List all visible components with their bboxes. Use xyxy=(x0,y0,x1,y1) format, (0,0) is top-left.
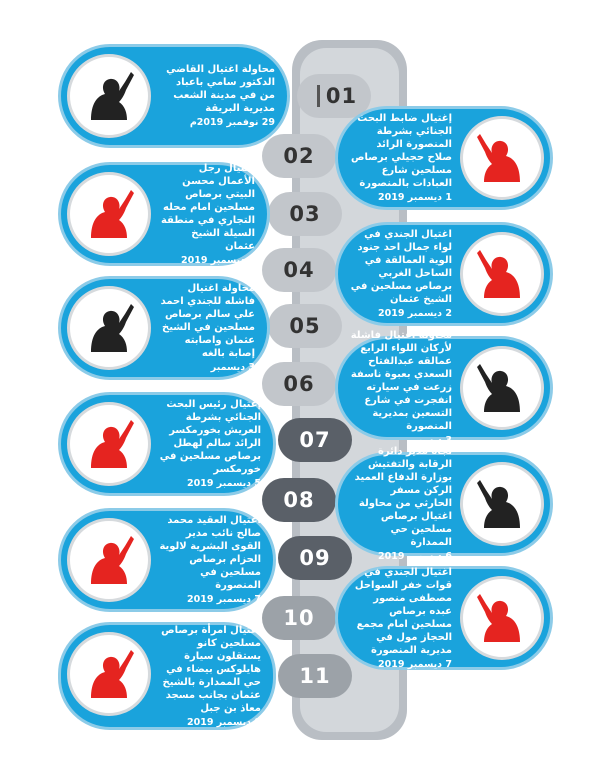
event-description: اغتيال العقيد محمد صالح نائب مدير القوى البشرية لالوية الحزام برصاص مسلحين في المنصورة xyxy=(159,515,261,591)
number-badge-06 xyxy=(262,362,336,406)
figure-circle xyxy=(67,518,151,602)
figure-circle xyxy=(460,462,544,546)
number-badge-10 xyxy=(262,596,336,640)
event-description: محاولة اغتيال فاشلة لأركان اللواء الرابع عمالقه عبدالفتاح السعدي بعبوة ناسفة زرعت في سيارته انفجرت في شارع التسعين بمديرية المنصورة xyxy=(350,330,452,432)
assassin-figure-black-icon xyxy=(472,358,532,418)
number-label: 08 xyxy=(283,488,315,512)
event-card-09 xyxy=(58,508,276,612)
event-text-block xyxy=(159,517,261,603)
figure-circle xyxy=(67,402,151,486)
event-card-11 xyxy=(58,622,276,730)
number-badge-02 xyxy=(262,134,336,178)
number-label: 04 xyxy=(283,258,315,282)
event-date: 29 نوفمبر 2019م xyxy=(189,117,275,128)
event-description: اغتيال الجندي في لواء جمال احد جنود الوية العمالقة في الساحل الغربي برصاص مسلحين في الشيخ عثمان xyxy=(350,229,452,305)
number-badge-09 xyxy=(278,536,352,580)
event-text-block xyxy=(350,446,452,562)
event-text-block xyxy=(159,624,261,728)
number-badge-11 xyxy=(278,654,352,698)
event-description: اغتيال امرأة برصاص مسلحين كانو يستقلون سيارة هايلوكس بيضاء في حي الممدارة بالشيخ عثمان بجانب مسجد معاذ بن جبل xyxy=(161,624,261,714)
event-date: 3 ديسمبر xyxy=(407,435,452,446)
number-badge-03 xyxy=(268,192,342,236)
number-badge-08 xyxy=(262,478,336,522)
event-card-06 xyxy=(335,330,553,446)
figure-circle xyxy=(460,232,544,316)
figure-circle xyxy=(67,286,151,370)
assassin-figure-red-icon xyxy=(79,184,139,244)
event-date: 2 ديسمبر 2019 xyxy=(181,254,255,266)
event-text-block xyxy=(159,53,275,139)
event-description: إغتيال ضابط البحث الجنائي بشرطة المنصورة الرائد صلاح حجيلي برصاص مسلحين شارع العبادات بالمنصورة xyxy=(351,113,452,189)
assassin-figure-red-icon xyxy=(79,530,139,590)
number-label: 06 xyxy=(283,372,315,396)
number-label: 07 xyxy=(299,428,331,452)
number-label: 10 xyxy=(283,606,315,630)
number-label: 09 xyxy=(299,546,331,570)
event-date: 2 ديسمبر 2019 xyxy=(378,308,452,319)
figure-circle xyxy=(67,54,151,138)
figure-circle xyxy=(67,632,151,716)
event-text-block xyxy=(159,162,255,266)
figure-circle xyxy=(460,346,544,430)
event-card-03 xyxy=(58,162,270,266)
assassin-figure-black-icon xyxy=(79,298,139,358)
number-label: 01 xyxy=(325,84,358,108)
assassin-figure-red-icon xyxy=(472,244,532,304)
event-date: 1 ديسمبر 2019 xyxy=(378,192,452,203)
assassin-figure-red-icon xyxy=(472,588,532,648)
event-date: 3 ديسمبر xyxy=(210,362,255,373)
figure-circle xyxy=(460,116,544,200)
number-label: 11 xyxy=(299,664,331,688)
event-description: محاولة اغتيال القاضي الدكتور سامي باعباد من في مدينة الشعب مديرية البريقة xyxy=(166,64,275,114)
event-date: 6 ديسمبر 2019 xyxy=(378,551,452,562)
event-text-block xyxy=(350,231,452,317)
event-text-block xyxy=(350,566,452,670)
event-text-block xyxy=(350,115,452,201)
number-badge-05 xyxy=(268,304,342,348)
number-label: 02 xyxy=(283,144,315,168)
event-card-04 xyxy=(335,222,553,326)
assassin-figure-black-icon xyxy=(472,474,532,534)
event-card-10 xyxy=(335,566,553,670)
event-description: إغتيال رئيس البحث الجنائي بشرطة العريش بخورمكسر الرائد سالم لهطل برصاص مسلحين في خورمكسر xyxy=(159,399,261,475)
assassin-figure-red-icon xyxy=(472,128,532,188)
figure-circle xyxy=(460,576,544,660)
assassin-figure-red-icon xyxy=(79,644,139,704)
assassin-figure-black-icon xyxy=(79,66,139,126)
event-date: 5 ديسمبر 2019 xyxy=(187,478,261,489)
event-date: 8 ديسمبر 2019 xyxy=(187,716,261,728)
event-card-08 xyxy=(335,446,553,562)
event-description: محاولة اغتيال فاشله للجندي احمد علي سالم برصاص مسلحين في الشيخ عثمان واصابته إصابة بالغه xyxy=(160,283,255,359)
event-card-05 xyxy=(58,276,270,380)
event-date: 7 ديسمبر 2019 xyxy=(378,658,452,670)
figure-circle xyxy=(67,172,151,256)
number-label: 05 xyxy=(289,314,321,338)
event-card-07 xyxy=(58,392,276,496)
event-description: اغتيال رجل الأعمال محسن البيتي برصاص مسلحين امام محله التجاري في منطقة السيلة الشيخ عثمان xyxy=(160,162,255,252)
event-date: 7 ديسمبر 2019 xyxy=(187,594,261,605)
event-card-01 xyxy=(58,44,290,148)
event-description: اغتيال الجندي في قوات خفر السواحل مصطفى منصور عبده برصاص مسلحين امام مجمع الحجاز مول في مديرية المنصورة xyxy=(354,566,452,656)
event-text-block xyxy=(159,285,255,371)
event-text-block xyxy=(350,330,452,446)
event-description: نجاة مدير دائرة الرقابة والتفتيش بوزارة الدفاع العميد الركن مسفر الحارثي من محاولة اغتيال برصاص مسلحين حي الممدارة xyxy=(354,446,452,548)
event-card-02 xyxy=(335,106,553,210)
number-label: 03 xyxy=(289,202,321,226)
assassin-figure-red-icon xyxy=(79,414,139,474)
number-badge-04 xyxy=(262,248,336,292)
separator-bar xyxy=(317,85,320,107)
number-badge-07 xyxy=(278,418,352,462)
event-text-block xyxy=(159,401,261,487)
